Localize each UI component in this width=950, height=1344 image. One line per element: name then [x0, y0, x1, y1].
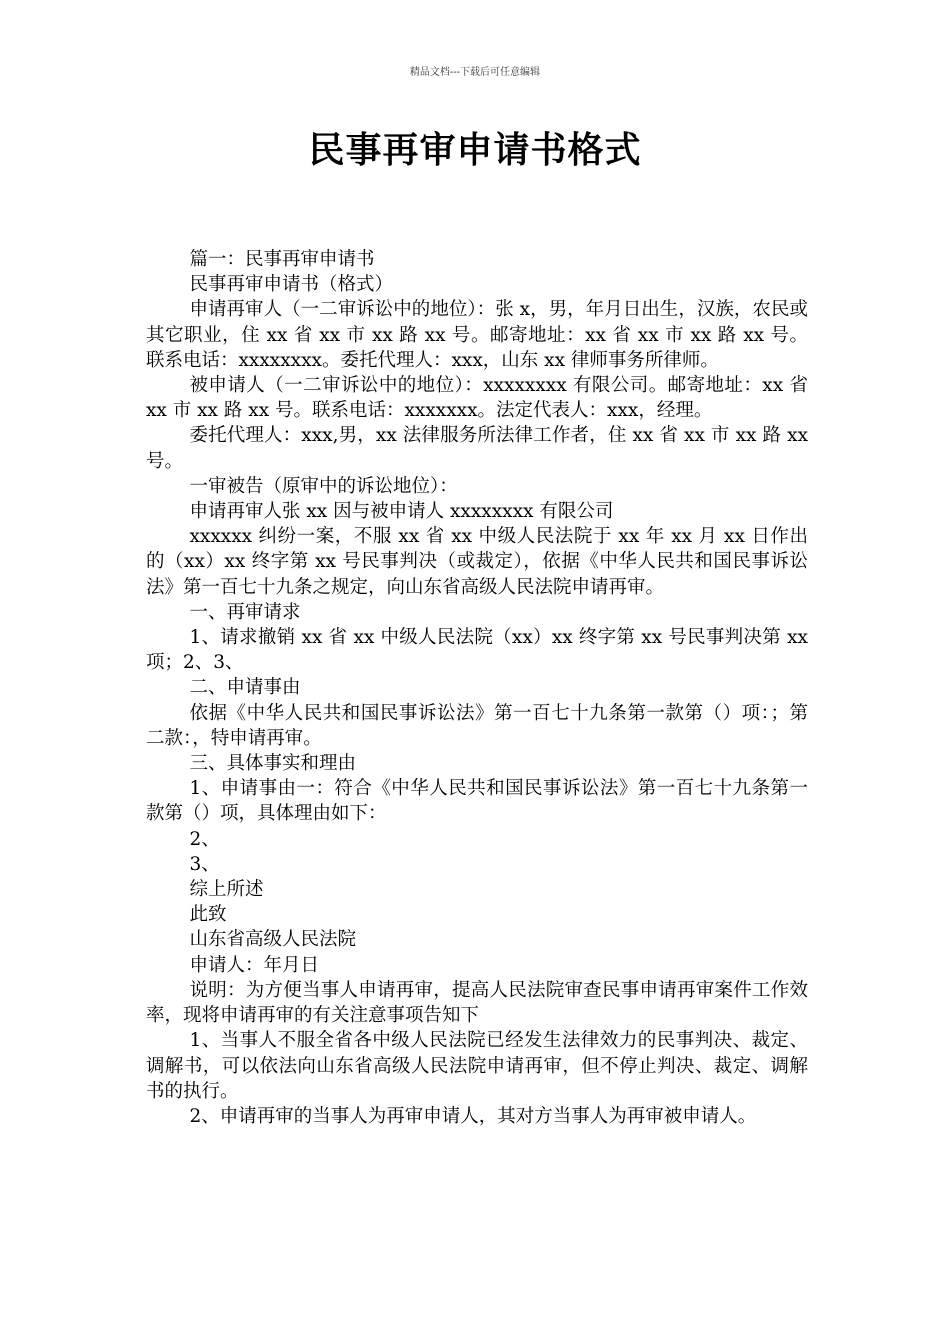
paragraph: 委托代理人：xxx,男，xx 法律服务所法律工作者，住 xx 省 xx 市 xx 路 xx 号。: [146, 425, 808, 472]
paragraph: 篇一：民事再审申请书: [189, 249, 375, 270]
paragraph: 一审被告（原审中的诉讼地位）：: [189, 475, 458, 497]
paragraph: xxxxxx 纠纷一案，不服 xx 省 xx 中级人民法院于 xx 年 xx 月 xx 日作出的（xx）xx 终字第 xx 号民事判决（或裁定），依据《中华人民共和国民事诉讼法》第一百七十九条之规定，向山东省高级人民法院申请再审。: [146, 526, 808, 598]
paragraph: 2、: [189, 828, 220, 850]
paragraph: 一、再审请求: [189, 601, 301, 623]
header-note: 精品文档---下载后可任意编辑: [409, 67, 541, 78]
paragraph: 民事再审申请书（格式）: [189, 274, 393, 296]
paragraph: 二、申请事由: [189, 677, 301, 699]
paragraph: 3、: [189, 853, 220, 875]
paragraph: 申请再审人张 xx 因与被申请人 xxxxxxxx 有限公司: [189, 501, 614, 523]
paragraph: 1、当事人不服全省各中级人民法院已经发生法律效力的民事判决、裁定、调解书，可以依法向山东省高级人民法院申请再审，但不停止判决、裁定、调解书的执行。: [146, 1030, 808, 1102]
paragraph: 此致: [189, 904, 227, 926]
paragraph: 山东省高级人民法院: [189, 929, 356, 951]
paragraph: 三、具体事实和理由: [189, 753, 356, 775]
document-body: [146, 247, 808, 1129]
paragraph: 申请人：年月日: [189, 954, 319, 976]
page-title: 民事再审申请书格式: [308, 130, 642, 171]
paragraph: 1、请求撤销 xx 省 xx 中级人民法院（xx）xx 终字第 xx 号民事判决第 xx 项；2、3、: [146, 627, 808, 674]
paragraph: 说明：为方便当事人申请再审，提高人民法院审查民事申请再审案件工作效率，现将申请再审的有关注意事项告知下: [146, 979, 808, 1027]
paragraph: 被申请人（一二审诉讼中的地位）：xxxxxxxx 有限公司。邮寄地址：xx 省 xx 市 xx 路 xx 号。联系电话：xxxxxxx。法定代表人：xxx，经理。: [146, 375, 808, 422]
paragraph: 综上所述: [189, 879, 264, 901]
paragraph: 申请再审人（一二审诉讼中的地位）：张 x，男，年月日出生，汉族，农民或其它职业，住 xx 省 xx 市 xx 路 xx 号。邮寄地址：xx 省 xx 市 xx 路 xx 号。联系电话：xxxxxxxx。委托代理人：xxx，山东 xx 律师事务所律师。: [146, 299, 808, 371]
paragraph: 1、申请事由一：符合《中华人民共和国民事诉讼法》第一百七十九条第一款第（）项，具体理由如下：: [146, 778, 808, 825]
paragraph: 2、申请再审的当事人为再审申请人，其对方当事人为再审被申请人。: [189, 1105, 757, 1127]
paragraph: 依据《中华人民共和国民事诉讼法》第一百七十九条第一款第（）项：；第二款：，特申请再审。: [146, 702, 808, 749]
